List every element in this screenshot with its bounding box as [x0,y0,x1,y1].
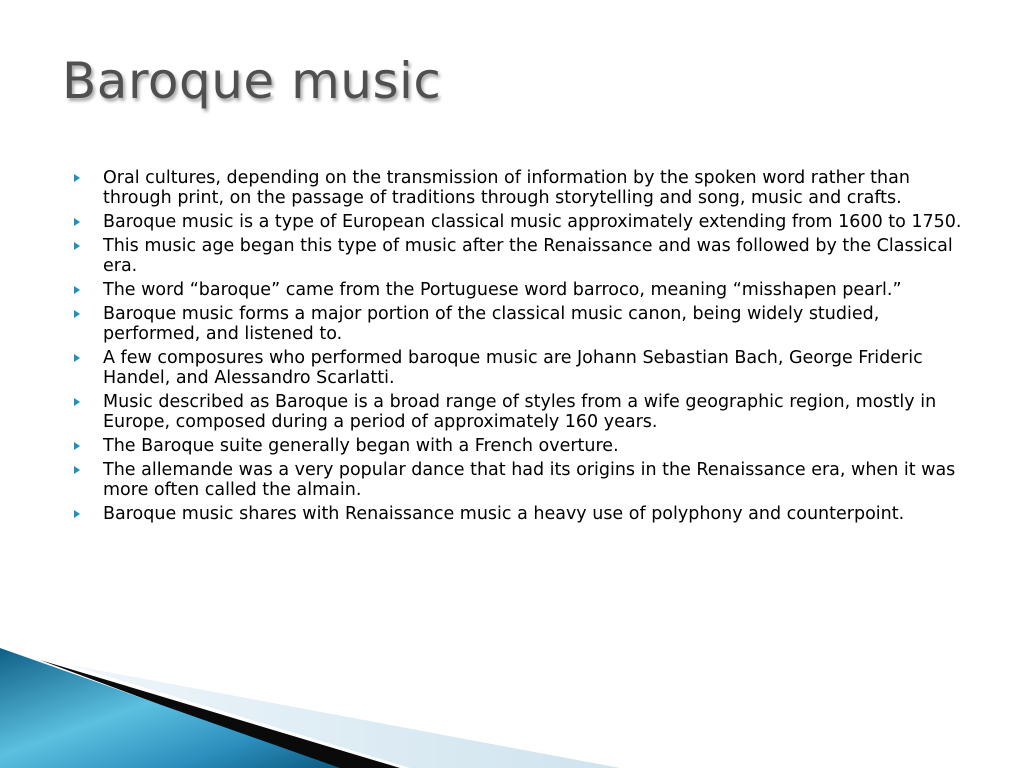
list-item [72,460,972,500]
triangle-right-icon [74,398,80,406]
bullet-text: The word “baroque” came from the Portuguese word barroco, meaning “misshapen pearl.” [103,280,902,300]
triangle-right-icon [74,286,80,294]
triangle-right-icon [74,310,80,318]
triangle-right-icon [74,510,80,518]
bullet-text: Music described as Baroque is a broad range of styles from a wife geographic region, mostly in Europe, composed during a period of approximately 160 years. [103,392,937,432]
bullet-list [72,168,972,528]
list-item [72,392,972,432]
triangle-right-icon [74,218,80,226]
list-item [72,168,972,208]
bullet-text: The allemande was a very popular dance that had its origins in the Renaissance era, when it was more often called the almain. [103,460,956,500]
bullet-text: A few composures who performed baroque music are Johann Sebastian Bach, George Frideric Handel, and Alessandro Scarlatti. [103,348,923,388]
pale-band [70,665,620,768]
triangle-right-icon [74,466,80,474]
list-item [72,304,972,344]
slide-title: Baroque music [62,52,442,110]
bullet-text: Oral cultures, depending on the transmission of information by the spoken word rather than through print, on the passage of traditions through storytelling and song, music and crafts. [103,168,910,208]
bullet-text: Baroque music shares with Renaissance music a heavy use of polyphony and counterpoint. [103,504,905,524]
triangle-right-icon [74,174,80,182]
list-item [72,236,972,276]
blue-wedge [0,648,340,768]
bullet-text: The Baroque suite generally began with a French overture. [103,436,619,456]
bullet-text: This music age began this type of music after the Renaissance and was followed by the Classical era. [103,236,953,276]
bullet-text: Baroque music is a type of European classical music approximately extending from 1600 to 1750. [103,212,962,232]
bullet-text: Baroque music forms a major portion of the classical music canon, being widely studied, performed, and listened to. [103,304,880,344]
list-item [72,280,972,300]
black-stripe [40,660,400,768]
triangle-right-icon [74,354,80,362]
list-item [72,436,972,456]
list-item [72,504,972,524]
triangle-right-icon [74,442,80,450]
triangle-right-icon [74,242,80,250]
list-item [72,348,972,388]
list-item [72,212,972,232]
